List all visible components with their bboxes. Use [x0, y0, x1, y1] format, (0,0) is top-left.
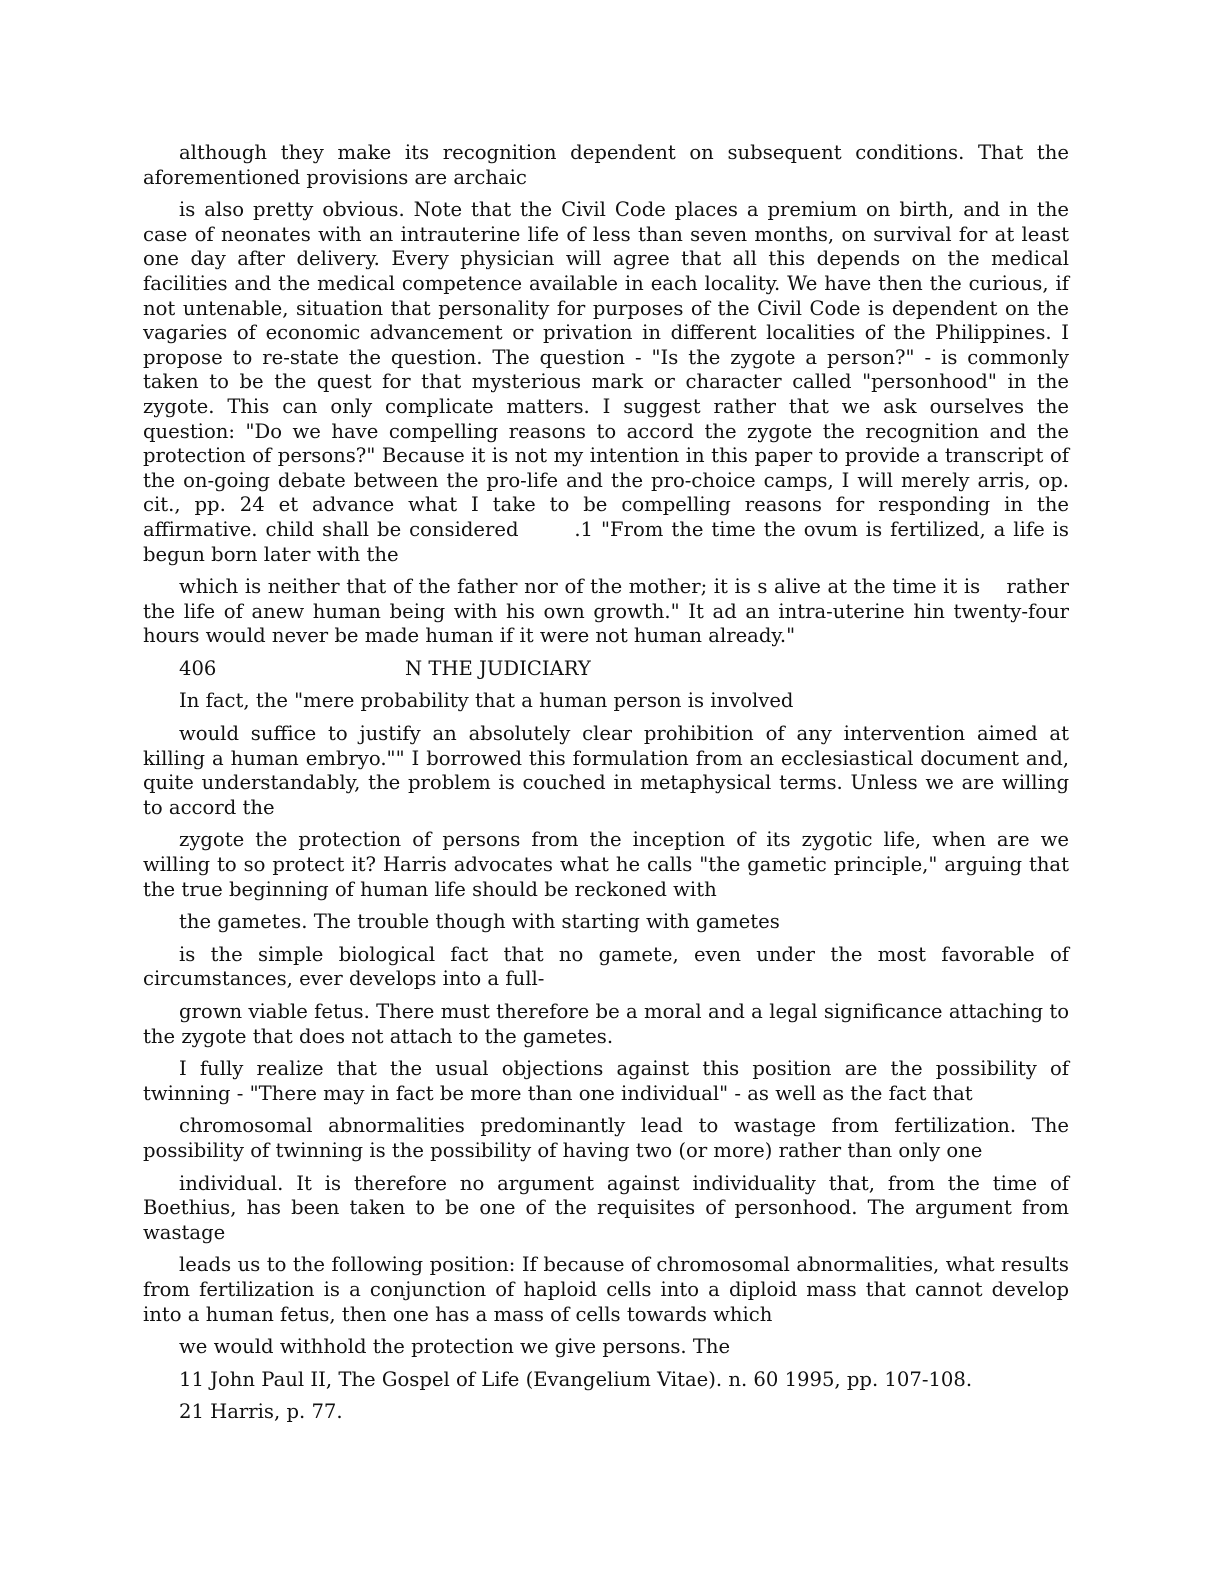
paragraph: grown viable fetus. There must therefore be a moral and a legal significance attaching to the zygote that does not attach to the gametes.: [143, 1000, 1076, 1048]
paragraph: is the simple biological fact that no gamete, even under the most favorable of circumstances, ever develops into a full-: [143, 942, 1076, 991]
running-header-title: N THE JUDICIARY: [405, 656, 591, 680]
paragraph: zygote the protection of persons from the inception of its zygotic life, when are we willing to so protect it? Harris advocates what he calls "the gametic principle," arguing that the true beginning of human life should be reckoned with: [143, 828, 1076, 901]
paragraph: chromosomal abnormalities predominantly lead to wastage from fertilization. The possibility of twinning is the possibility of having two (or more) rather than only one: [143, 1114, 1076, 1162]
paragraph: would suffice to justify an absolutely clear prohibition of any intervention aimed at killing a human embryo."" I borrowed this formulation from an ecclesiastical document and, quite understandably, the problem is couched in metaphysical terms. Unless we are willing to accord the: [143, 722, 1076, 819]
paragraph: we would withhold the protection we give persons. The: [179, 1335, 731, 1359]
paragraph: which is neither that of the father nor of the mother; it is s alive at the time it is rather the life of anew human being with his own growth." It ad an intra-uterine hin twenty-four hours would never be made human if it were not human already.": [143, 575, 1076, 648]
paragraph: I fully realize that the usual objections against this position are the possibility of twinning - "There may in fact be more than one individual" - as well as the fact that: [143, 1057, 1076, 1105]
document-page: [143, 141, 1076, 1433]
paragraph: leads us to the following position: If because of chromosomal abnormalities, what results from fertilization is a conjunction of haploid cells into a diploid mass that cannot develop into a human fetus, then one has a mass of cells towards which: [143, 1253, 1076, 1326]
paragraph: although they make its recognition dependent on subsequent conditions. That the aforementioned provisions are archaic: [143, 141, 1076, 189]
paragraph: is also pretty obvious. Note that the Civil Code places a premium on birth, and in the case of neonates with an intrauterine life of less than seven months, on survival for at least one day after delivery. Every physician will agree that all this depends on the medical facilities and the medical competence available in each locality. We have then the curious, if not untenable, situation that personality for purposes of the Civil Code is dependent on the vagaries of economic advancement or privation in different localities of the Philippines. I propose to re-state the question. The question - "Is the zygote a person?" - is commonly taken to be the quest for that mysterious mark or character called "personhood" in the zygote. This can only complicate matters. I suggest rather that we ask ourselves the question: "Do we have compelling reasons to accord the zygote the recognition and the protection of persons?" Because it is not my intention in this paper to provide a transcript of the on-going debate between the pro-life and the pro-choice camps, I will merely arris, op. cit., pp. 24 et advance what I take to be compelling reasons for responding in the affirmative. child shall be considered .1 "From the time the ovum is fertilized, a life is begun born later with the: [143, 198, 1076, 566]
footnote: 21 Harris, p. 77.: [179, 1400, 343, 1424]
paragraph: individual. It is therefore no argument against individuality that, from the time of Boethius, has been taken to be one of the requisites of personhood. The argument from wastage: [143, 1171, 1076, 1244]
running-header: [143, 657, 1069, 682]
paragraph: In fact, the "mere probability that a human person is involved: [179, 689, 794, 713]
paragraph: the gametes. The trouble though with starting with gametes: [179, 910, 780, 934]
page-number: 406: [179, 656, 217, 680]
footnote: 11 John Paul II, The Gospel of Life (Evangelium Vitae). n. 60 1995, pp. 107-108.: [179, 1367, 973, 1391]
